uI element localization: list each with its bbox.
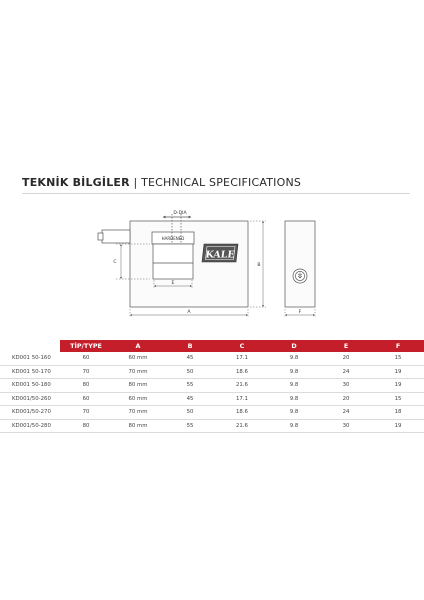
cell-f: 15 (372, 392, 424, 406)
cell-b: 50 (164, 365, 216, 379)
pin-tip (98, 233, 103, 240)
header-type: TİP/TYPE (60, 340, 112, 352)
cell-c: 21.6 (216, 419, 268, 433)
dim-e-label: E (171, 281, 175, 286)
cell-model: KD001 50-160 (0, 352, 60, 365)
logo-text: KALE (204, 249, 236, 261)
cell-d: 9.8 (268, 365, 320, 379)
table-row (0, 419, 424, 433)
cell-model: KD001 50-180 (0, 379, 60, 393)
heading-turkish: TEKNİK BİLGİLER (22, 176, 130, 189)
cell-c: 18.6 (216, 365, 268, 379)
cell-e: 30 (320, 419, 372, 433)
heading-separator: | (133, 176, 138, 189)
cell-a: 60 mm (112, 352, 164, 365)
cell-type: 80 (60, 419, 112, 433)
cell-type: 70 (60, 406, 112, 420)
cell-f: 19 (372, 365, 424, 379)
padlock-technical-drawing (0, 198, 424, 328)
dim-b-label: B (257, 263, 261, 268)
cell-type: 60 (60, 352, 112, 365)
header-e: E (320, 340, 372, 352)
heading-divider (22, 193, 410, 194)
table-row (0, 352, 424, 365)
cell-model: KD001/50-270 (0, 406, 60, 420)
cell-a: 70 mm (112, 406, 164, 420)
hardened-label: HARDENED (161, 236, 185, 241)
side-body (285, 221, 315, 307)
cell-model: KD001/50-280 (0, 419, 60, 433)
cell-f: 15 (372, 352, 424, 365)
header-b: B (164, 340, 216, 352)
cell-c: 17.1 (216, 392, 268, 406)
table-row (0, 379, 424, 393)
header-c: C (216, 340, 268, 352)
cell-a: 60 mm (112, 392, 164, 406)
specifications-table (0, 340, 424, 433)
cell-d: 9.8 (268, 352, 320, 365)
cell-model: KD001/50-260 (0, 392, 60, 406)
cell-c: 21.6 (216, 379, 268, 393)
d-dia-label: D-DIA (173, 211, 187, 216)
cell-b: 45 (164, 392, 216, 406)
cell-e: 24 (320, 406, 372, 420)
cell-type: 80 (60, 379, 112, 393)
table-header-row (0, 340, 424, 352)
kale-logo (202, 244, 238, 262)
header-a: A (112, 340, 164, 352)
cell-d: 9.8 (268, 406, 320, 420)
cell-f: 19 (372, 379, 424, 393)
cell-model: KD001 50-170 (0, 365, 60, 379)
cell-e: 30 (320, 379, 372, 393)
table-row (0, 365, 424, 379)
cell-f: 18 (372, 406, 424, 420)
dim-f-label: F (298, 310, 302, 315)
dim-a-label: A (187, 310, 191, 315)
cell-b: 55 (164, 379, 216, 393)
cell-type: 60 (60, 392, 112, 406)
header-d: D (268, 340, 320, 352)
cell-c: 17.1 (216, 352, 268, 365)
cell-e: 20 (320, 352, 372, 365)
header-blank (0, 340, 60, 352)
cell-d: 9.8 (268, 392, 320, 406)
cell-b: 55 (164, 419, 216, 433)
heading-english: TECHNICAL SPECIFICATIONS (141, 176, 302, 189)
cell-d: 9.8 (268, 379, 320, 393)
cell-type: 70 (60, 365, 112, 379)
cell-a: 80 mm (112, 379, 164, 393)
cell-f: 19 (372, 419, 424, 433)
cell-b: 45 (164, 352, 216, 365)
cell-e: 24 (320, 365, 372, 379)
shackle-pin (102, 230, 130, 243)
cell-d: 9.8 (268, 419, 320, 433)
cell-a: 70 mm (112, 365, 164, 379)
shackle-slot (153, 244, 193, 279)
cell-a: 80 mm (112, 419, 164, 433)
dim-c-label: C (113, 260, 117, 265)
header-f: F (372, 340, 424, 352)
cell-c: 18.6 (216, 406, 268, 420)
side-view (285, 221, 315, 318)
table-row (0, 406, 424, 420)
cell-b: 50 (164, 406, 216, 420)
table-row (0, 392, 424, 406)
cell-e: 20 (320, 392, 372, 406)
section-heading (22, 176, 301, 189)
